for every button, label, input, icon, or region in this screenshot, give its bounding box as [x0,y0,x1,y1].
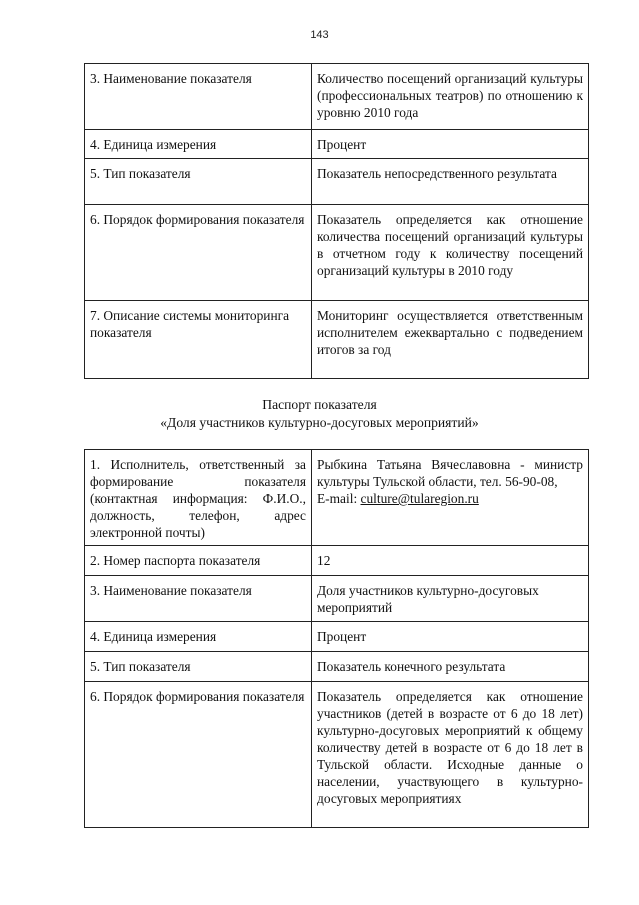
row-label: 2. Номер паспорта показателя [85,546,312,576]
row-value: Показатель определяется как отношение количества посещений организаций культуры в отчетном году к количеству посещений организаций культуры в 2010 году [312,205,589,301]
row-value: Количество посещений организаций культуры (профессиональных театров) по отношению к уровню 2010 года [312,64,589,130]
contact-text: Рыбкина Татьяна Вячеславовна - министр культуры Тульской области, тел. 56-90-08, [317,457,583,489]
table-row [85,652,589,682]
row-label: 5. Тип показателя [85,652,312,682]
table-row [85,450,589,546]
row-label: 3. Наименование показателя [85,64,312,130]
row-value: Показатель определяется как отношение участников (детей в возрасте от 6 до 18 лет) культурно-досуговых мероприятий к общему количеству детей в возрасте от 6 до 18 лет в Тульской области. Исходные данные о населении, участвующего в культурно-досуговых мероприятиях [312,682,589,828]
row-label: 5. Тип показателя [85,159,312,205]
table-row [85,301,589,379]
row-label: 6. Порядок формирования показателя [85,682,312,828]
email-link[interactable]: culture@tularegion.ru [360,491,479,506]
table-row [85,130,589,159]
table-row [85,622,589,652]
row-label: 6. Порядок формирования показателя [85,205,312,301]
row-value: Доля участников культурно-досуговых мероприятий [312,576,589,622]
row-value: 12 [312,546,589,576]
row-value: Показатель непосредственного результата [312,159,589,205]
row-label: 7. Описание системы мониторинга показателя [85,301,312,379]
indicator-table-bottom [84,449,589,828]
indicator-table-top [84,63,589,379]
table-row [85,546,589,576]
table-row [85,205,589,301]
row-value: Показатель конечного результата [312,652,589,682]
row-label: 3. Наименование показателя [85,576,312,622]
section-title-line1: Паспорт показателя [262,397,377,412]
page-number: 143 [310,29,329,41]
section-title-line2: «Доля участников культурно-досуговых мероприятий» [160,415,479,430]
row-label: 4. Единица измерения [85,130,312,159]
section-title [0,396,639,432]
email-prefix: E-mail: [317,491,361,506]
table-row [85,682,589,828]
row-label: 1. Исполнитель, ответственный за формирование показателя (контактная информация: Ф.И.О., должность, телефон, адрес электронной почты) [85,450,312,546]
row-label: 4. Единица измерения [85,622,312,652]
table-row [85,159,589,205]
contact-cell [312,450,589,546]
email-line [317,490,583,507]
table-row [85,576,589,622]
table-row [85,64,589,130]
row-value: Процент [312,622,589,652]
row-value: Процент [312,130,589,159]
row-value: Мониторинг осуществляется ответственным исполнителем ежеквартально с подведением итогов за год [312,301,589,379]
